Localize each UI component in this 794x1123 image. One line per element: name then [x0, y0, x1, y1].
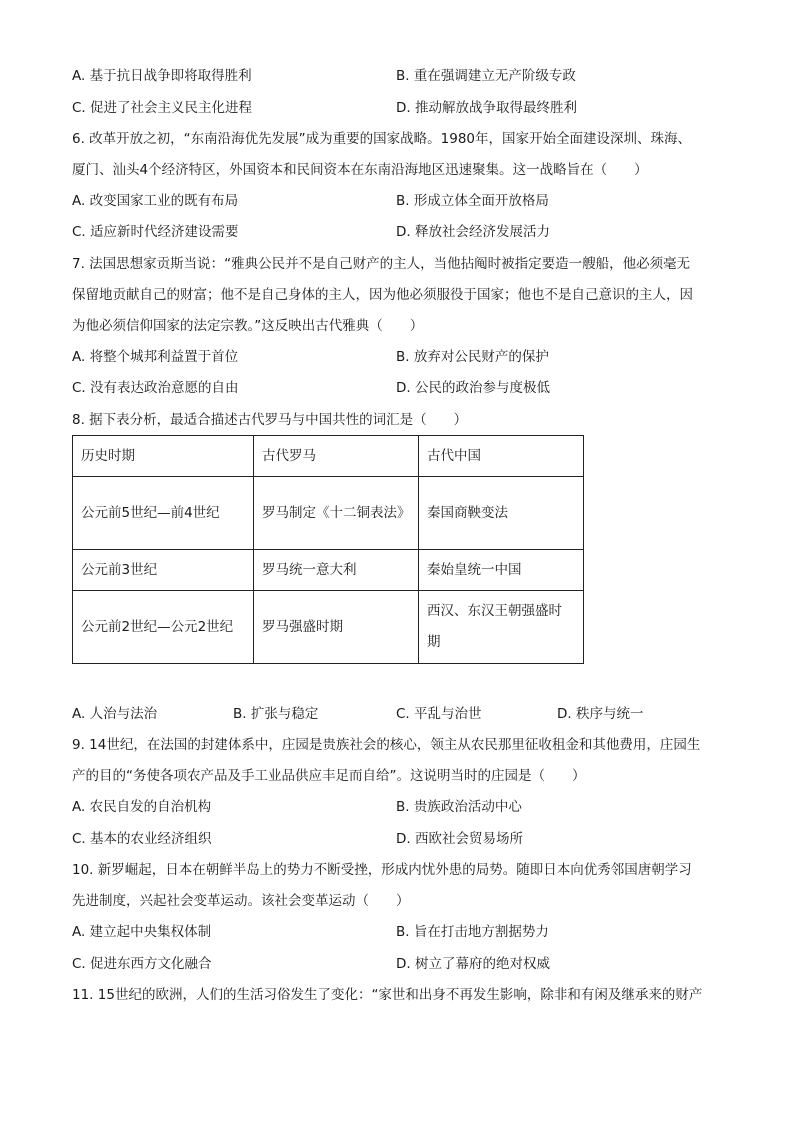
table-cell: 公元前3世纪	[73, 550, 254, 591]
q7-option-c: C. 没有表达政治意愿的自由	[72, 380, 239, 396]
q6-option-b: B. 形成立体全面开放格局	[396, 193, 549, 209]
q9-option-d: D. 西欧社会贸易场所	[396, 831, 523, 847]
table-row	[73, 550, 584, 591]
q10-option-a: A. 建立起中央集权体制	[72, 924, 212, 940]
q11-stem-line1: 11. 15世纪的欧洲，人们的生活习俗发生了变化：“家世和出身不再发生影响，除非和有闲及继承来的财产	[72, 987, 703, 1003]
q7-stem-line2: 保留地贡献自己的财富；他不是自己身体的主人，因为他必须服役于国家；他也不是自己意识的主人，因	[72, 287, 693, 303]
table-cell: 秦国商鞅变法	[419, 477, 584, 550]
q8-option-d: D. 秩序与统一	[557, 706, 644, 722]
history-comparison-table	[72, 435, 584, 664]
table-cell: 罗马强盛时期	[254, 591, 419, 664]
table-cell: 罗马制定《十二铜表法》	[254, 477, 419, 550]
q7-option-d: D. 公民的政治参与度极低	[396, 380, 550, 396]
table-header-cell: 历史时期	[73, 436, 254, 477]
q7-stem-line3: 为他必须信仰国家的法定宗教。”这反映出古代雅典（ ）	[72, 318, 424, 334]
table-cell: 罗马统一意大利	[254, 550, 419, 591]
q5-option-c: C. 促进了社会主义民主化进程	[72, 100, 253, 116]
q6-option-a: A. 改变国家工业的既有布局	[72, 193, 239, 209]
table-cell: 西汉、东汉王朝强盛时期	[419, 591, 584, 664]
table-cell: 公元前5世纪—前4世纪	[73, 477, 254, 550]
q8-option-a: A. 人治与法治	[72, 706, 158, 722]
table-header-cell: 古代罗马	[254, 436, 419, 477]
table-cell: 公元前2世纪—公元2世纪	[73, 591, 254, 664]
q9-option-b: B. 贵族政治活动中心	[396, 799, 522, 815]
q10-option-b: B. 旨在打击地方割据势力	[396, 924, 549, 940]
q6-stem-line1: 6. 改革开放之初，“东南沿海优先发展”成为重要的国家战略。1980年，国家开始全面建设深圳、珠海、	[72, 131, 692, 147]
table-cell: 秦始皇统一中国	[419, 550, 584, 591]
q8-stem: 8. 据下表分析，最适合描述古代罗马与中国共性的词汇是（ ）	[72, 412, 468, 428]
q5-option-d: D. 推动解放战争取得最终胜利	[396, 100, 577, 116]
q6-stem-line2: 厦门、汕头4个经济特区，外国资本和民间资本在东南沿海地区迅速聚集。这一战略旨在（ ）	[72, 162, 648, 178]
q6-option-c: C. 适应新时代经济建设需要	[72, 224, 239, 240]
q8-option-b: B. 扩张与稳定	[233, 706, 319, 722]
q9-option-a: A. 农民自发的自治机构	[72, 799, 212, 815]
q8-option-c: C. 平乱与治世	[396, 706, 482, 722]
q5-option-a: A. 基于抗日战争即将取得胜利	[72, 68, 252, 84]
q5-option-b: B. 重在强调建立无产阶级专政	[396, 68, 576, 84]
q10-option-d: D. 树立了幕府的绝对权威	[396, 956, 550, 972]
table-header-row	[73, 436, 584, 477]
q10-stem-line2: 先进制度，兴起社会变革运动。该社会变革运动（ ）	[72, 893, 410, 909]
q10-stem-line1: 10. 新罗崛起，日本在朝鲜半岛上的势力不断受挫，形成内忧外患的局势。随即日本向优秀邻国唐朝学习	[72, 862, 692, 878]
q9-stem-line2: 产的目的“务使各项农产品及手工业品供应丰足而自给”。这说明当时的庄园是（ ）	[72, 768, 586, 784]
q7-stem-line1: 7. 法国思想家贡斯当说：“雅典公民并不是自己财产的主人，当他拈阄时被指定要造一艘船，他必须毫无	[72, 256, 691, 272]
q6-option-d: D. 释放社会经济发展活力	[396, 224, 550, 240]
table-row	[73, 477, 584, 550]
q7-option-b: B. 放弃对公民财产的保护	[396, 349, 549, 365]
table-header-cell: 古代中国	[419, 436, 584, 477]
q10-option-c: C. 促进东西方文化融合	[72, 956, 212, 972]
table-row	[73, 591, 584, 664]
q9-option-c: C. 基本的农业经济组织	[72, 831, 212, 847]
q9-stem-line1: 9. 14世纪，在法国的封建体系中，庄园是贵族社会的核心，领主从农民那里征收租金和其他费用，庄园生	[72, 737, 701, 753]
q7-option-a: A. 将整个城邦利益置于首位	[72, 349, 239, 365]
